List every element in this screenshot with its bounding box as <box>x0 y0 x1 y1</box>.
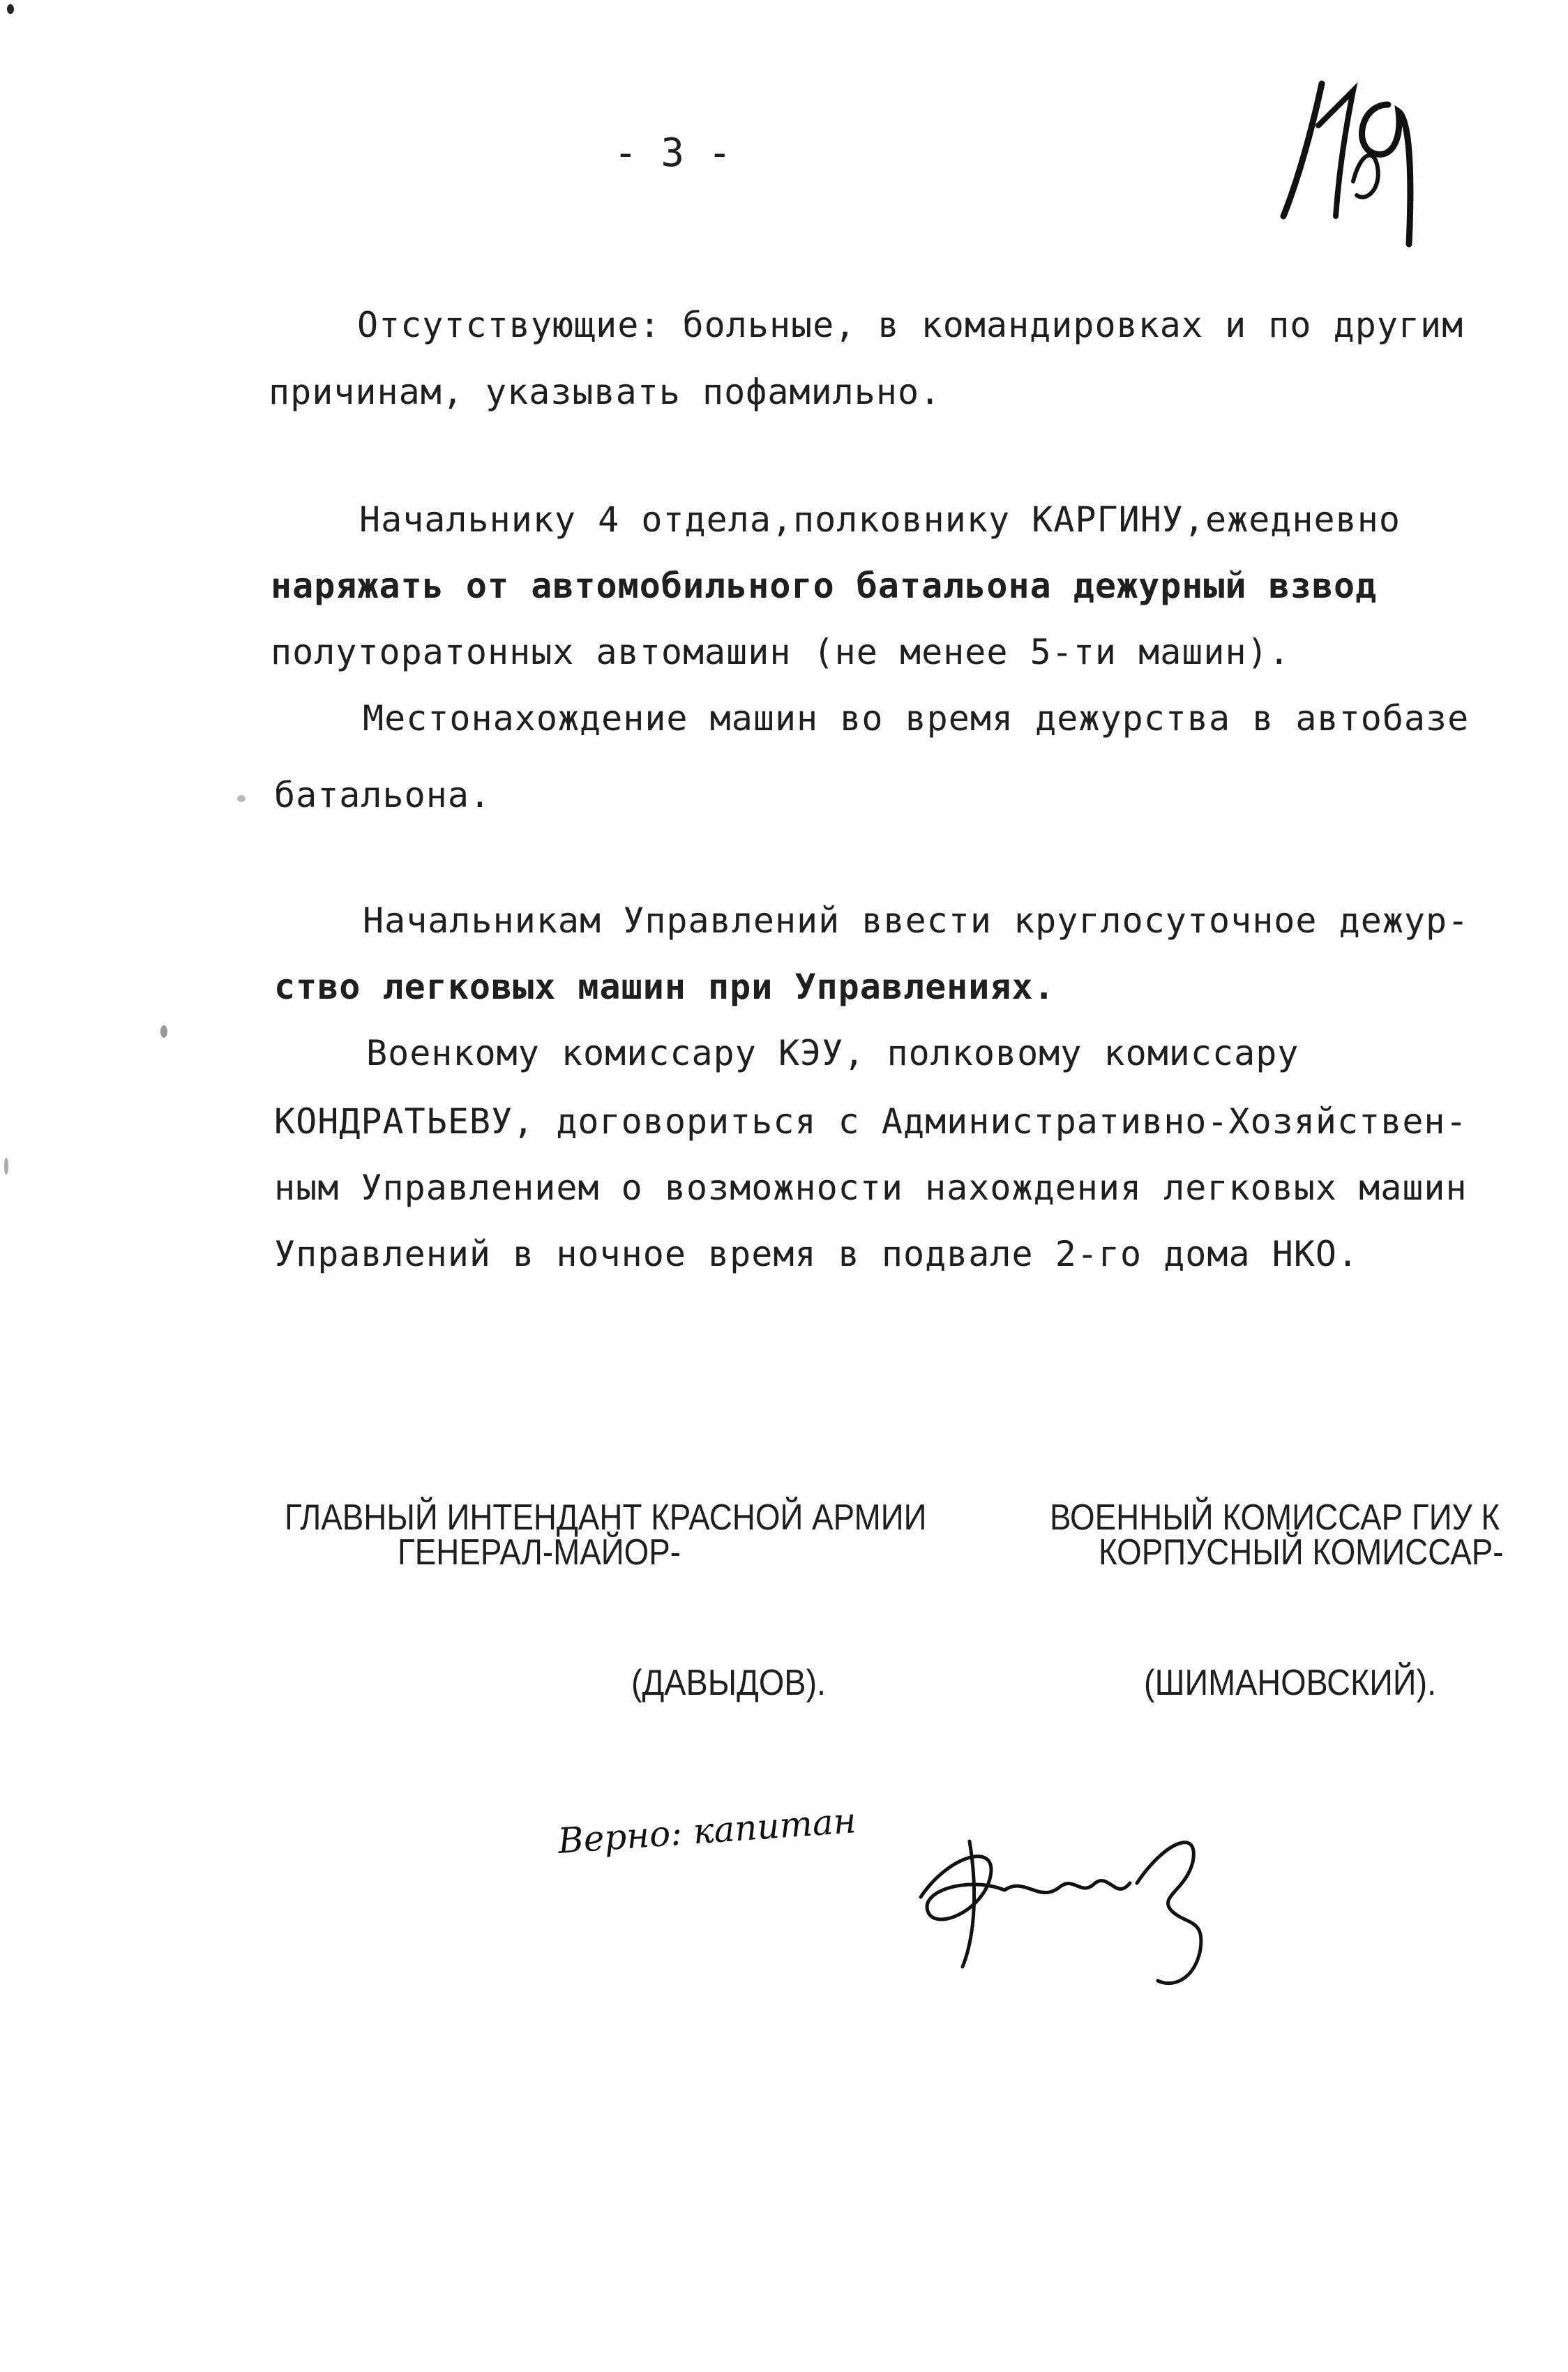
signatory-name-left: (ДАВЫДОВ). <box>631 1663 827 1703</box>
body-line: Военкому комиссару КЭУ, полковому комиссару <box>366 1033 1299 1073</box>
signature-title-left: ГЛАВНЫЙ ИНТЕНДАНТ КРАСНОЙ АРМИИ <box>285 1497 927 1538</box>
signatory-name-right: (ШИМАНОВСКИЙ). <box>1144 1663 1437 1703</box>
scan-speck <box>237 795 246 802</box>
body-line: КОНДРАТЬЕВУ, договориться с Административно-Хозяйствен- <box>274 1101 1468 1142</box>
body-line: Отсутствующие: больные, в командировках и по другим <box>357 305 1464 345</box>
signature-title-right: ВОЕННЫЙ КОМИССАР ГИУ К <box>1050 1497 1500 1538</box>
page-number: - 3 - <box>614 130 732 176</box>
body-line: Управлений в ночное время в подвале 2-го дома НКО. <box>274 1234 1359 1274</box>
scan-speck <box>160 1025 167 1038</box>
body-line: Начальнику 4 отдела,полковнику КАРГИНУ,ежедневно <box>359 499 1401 540</box>
handwritten-signature <box>907 1813 1228 1995</box>
body-line: батальона. <box>274 775 492 815</box>
body-line: ство легковых машин при Управлениях. <box>274 967 1055 1007</box>
body-line: причинам, указывать пофамильно. <box>269 372 942 412</box>
body-line: Местонахождение машин во время дежурства в автобазе <box>363 698 1470 739</box>
body-line: полуторатонных автомашин (не менее 5-ти машин). <box>271 632 1290 672</box>
certification-note: Верно: капитан <box>556 1800 858 1861</box>
body-line: ным Управлением о возможности нахождения легковых машин <box>274 1168 1468 1208</box>
signature-rank-right: КОРПУСНЫЙ КОМИССАР- <box>1099 1532 1504 1573</box>
archive-number-handwritten <box>1269 56 1451 251</box>
scan-speck <box>7 4 14 14</box>
body-line: наряжать от автомобильного батальона дежурный взвод <box>271 566 1378 606</box>
scan-speck <box>4 1158 8 1174</box>
body-line: Начальникам Управлений ввести круглосуточное дежур- <box>363 900 1470 941</box>
signature-rank-left: ГЕНЕРАЛ-МАЙОР- <box>398 1532 681 1573</box>
